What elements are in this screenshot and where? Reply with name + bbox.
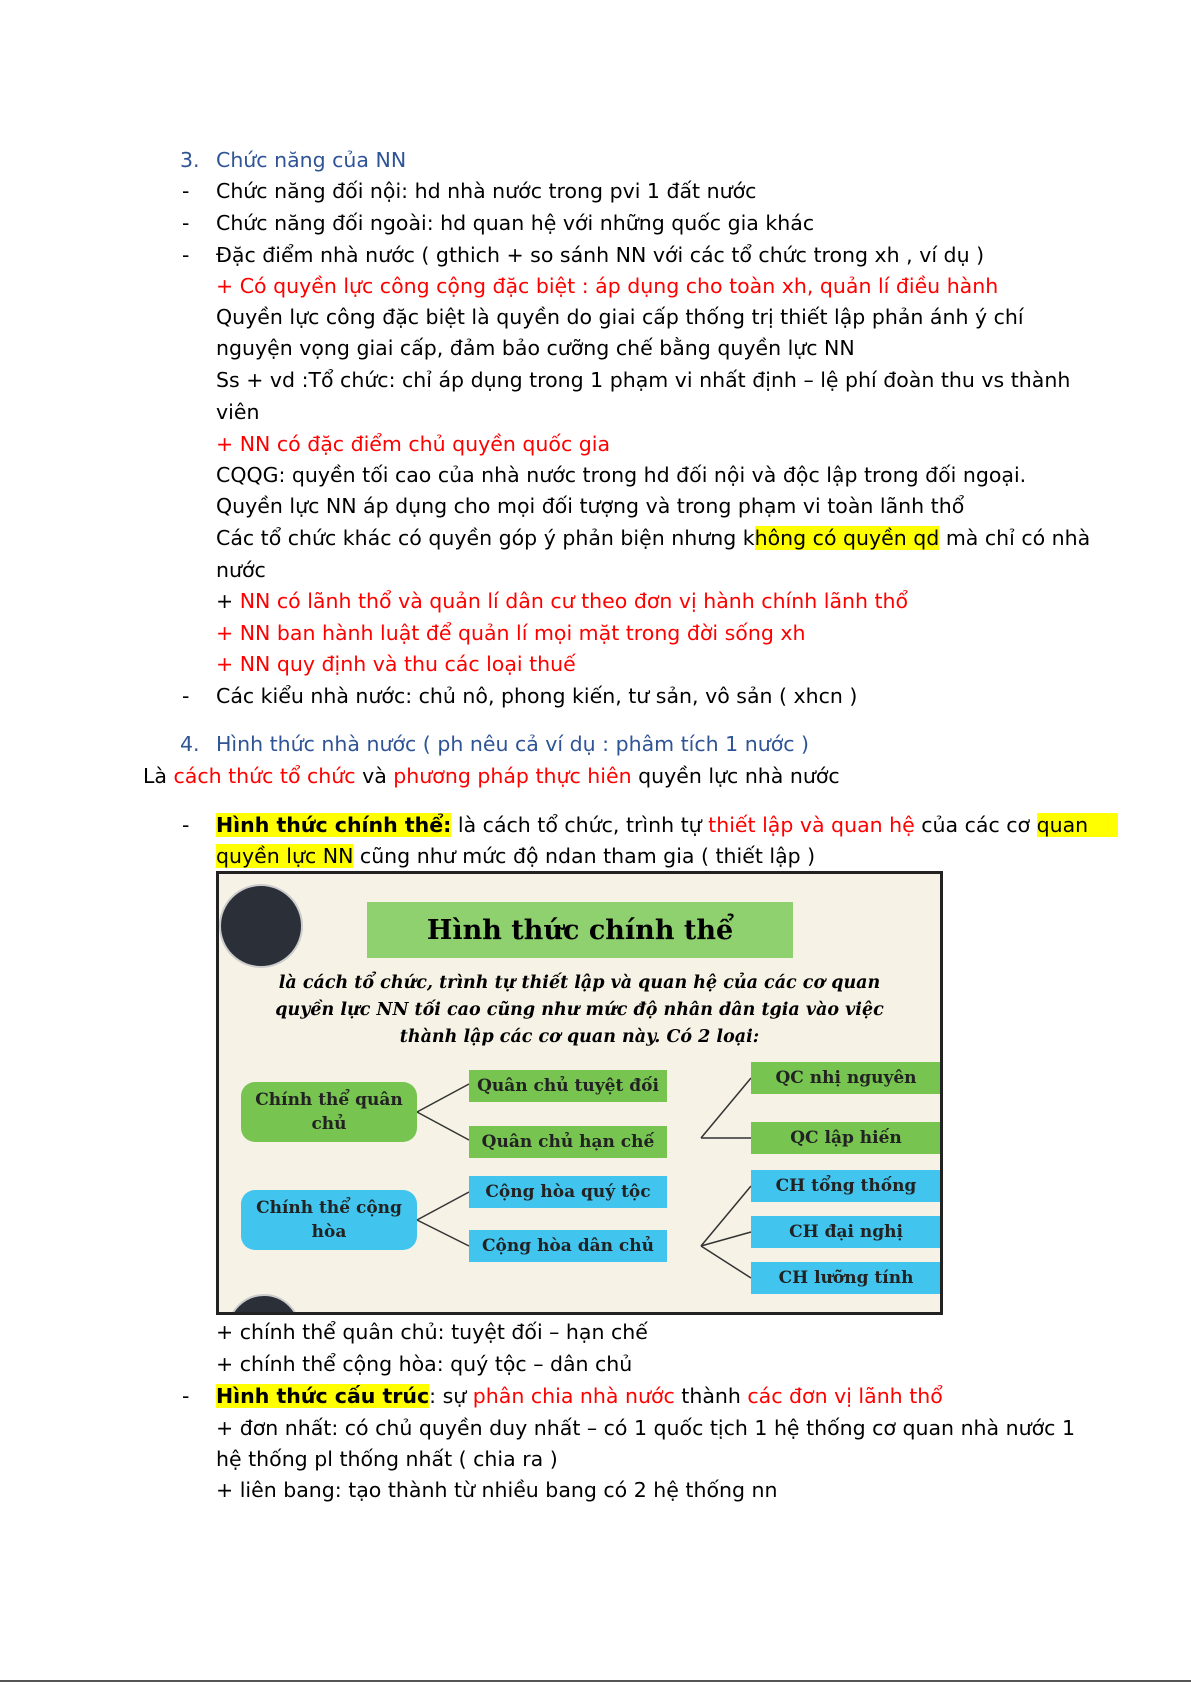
feature-public-power-line4: viên <box>216 400 260 424</box>
text-run-red: phương pháp thực hiên <box>393 764 632 788</box>
section4-definition <box>143 764 840 788</box>
text-run-red: NN có lãnh thổ và quản lí dân cư theo đơn vị hành chính lãnh thổ <box>239 589 909 613</box>
bullet-form-of-government-line2 <box>216 844 815 868</box>
slide-text-line: quyền lực NN tối cao cũng như mức độ nhân dân tgia vào việc <box>275 1000 884 1020</box>
text-run: quyền lực nhà nước <box>631 764 840 788</box>
text-run: và <box>355 764 394 788</box>
box-absolute-monarchy: Quân chủ tuyệt đối <box>469 1070 667 1102</box>
page-edge-divider <box>0 1680 1191 1682</box>
section4-number: 4. <box>180 732 200 756</box>
connector-line <box>417 1220 469 1246</box>
feature-sovereignty-line4: nước <box>216 558 266 582</box>
feature-sovereignty-line3 <box>216 526 1090 550</box>
box-monarchy: Chính thể quân chủ <box>241 1082 417 1142</box>
box-republic: Chính thể cộng hòa <box>241 1190 417 1250</box>
box-dualist-monarchy: QC nhị nguyên <box>751 1062 941 1094</box>
connector-line <box>701 1232 751 1246</box>
text-run: : sự <box>429 1384 473 1408</box>
feature-taxes: + NN quy định và thu các loại thuế <box>216 652 576 676</box>
feature-sovereignty-line2: Quyền lực NN áp dụng cho mọi đối tượng và trong phạm vi toàn lãnh thổ <box>216 494 965 518</box>
slide-text-line: thành lập các cơ quan này. Có 2 loại: <box>399 1027 760 1047</box>
box-presidential-republic: CH tổng thống <box>751 1170 941 1202</box>
feature-laws: + NN ban hành luật để quản lí mọi mặt trong đời sống xh <box>216 621 806 645</box>
feature-public-power-line3: Ss + vd :Tổ chức: chỉ áp dụng trong 1 phạm vi nhất định – lệ phí đoàn thu vs thành <box>216 368 1071 392</box>
text-run: Các tổ chức khác có quyền góp ý phản biện nhưng k <box>216 526 755 550</box>
slide-title: Hình thức chính thể <box>367 902 793 958</box>
box-aristocratic-republic: Cộng hòa quý tộc <box>469 1176 667 1208</box>
section3-number: 3. <box>180 148 200 172</box>
bullet-dash: - <box>182 1384 190 1408</box>
section4-heading: Hình thức nhà nước ( ph nêu cả ví dụ : phâm tích 1 nước ) <box>216 732 810 756</box>
bullet-state-structure <box>216 1384 943 1408</box>
feature-public-power-line2: nguyện vọng giai cấp, đảm bảo cưỡng chế bằng quyền lực NN <box>216 336 855 360</box>
bullet-dash: - <box>182 813 190 837</box>
text-run: thành <box>674 1384 748 1408</box>
label-state-structure: Hình thức cấu trúc <box>216 1384 430 1408</box>
note-republic: + chính thể cộng hòa: quý tộc – dân chủ <box>216 1352 633 1376</box>
bullet-state-features: Đặc điểm nhà nước ( gthich + so sánh NN với các tổ chức trong xh , ví dụ ) <box>216 243 985 267</box>
highlight-text: quan <box>1037 813 1119 837</box>
connector-line <box>417 1192 469 1220</box>
bullet-dash: - <box>182 243 190 267</box>
text-run-red: cách thức tổ chức <box>173 764 356 788</box>
bullet-state-types: Các kiểu nhà nước: chủ nô, phong kiến, tư sản, vô sản ( xhcn ) <box>216 684 858 708</box>
feature-public-power: + Có quyền lực công cộng đặc biệt : áp dụng cho toàn xh, quản lí điều hành <box>216 274 999 298</box>
section3-heading: Chức năng của NN <box>216 148 407 172</box>
box-constitutional-monarchy: QC lập hiến <box>751 1122 941 1154</box>
label-form-of-government: Hình thức chính thể: <box>216 813 452 837</box>
bullet-dash: - <box>182 211 190 235</box>
note-unitary-line1: + đơn nhất: có chủ quyền duy nhất – có 1 quốc tịch 1 hệ thống cơ quan nhà nước 1 <box>216 1416 1075 1440</box>
bullet-form-of-government <box>216 813 1118 837</box>
note-unitary-line2: hệ thống pl thống nhất ( chia ra ) <box>216 1447 558 1471</box>
connector-line <box>701 1078 751 1138</box>
highlight-text: quyền lực NN <box>216 844 354 868</box>
bullet-dash: - <box>182 684 190 708</box>
text-run-red: thiết lập và quan hệ <box>708 813 915 837</box>
text-run: mà chỉ có nhà <box>939 526 1091 550</box>
text-run: cũng như mức độ ndan tham gia ( thiết lập ) <box>353 844 816 868</box>
bullet-dash: - <box>182 179 190 203</box>
feature-public-power-line1: Quyền lực công đặc biệt là quyền do giai cấp thống trị thiết lập phản ánh ý chí <box>216 305 1024 329</box>
connector-line <box>701 1246 751 1278</box>
box-semi-presidential-republic: CH lưỡng tính <box>751 1262 941 1294</box>
feature-sovereignty: + NN có đặc điểm chủ quyền quốc gia <box>216 432 611 456</box>
feature-territory <box>216 589 908 613</box>
text-run: của các cơ <box>914 813 1037 837</box>
box-limited-monarchy: Quân chủ hạn chế <box>469 1126 667 1158</box>
bullet-internal-function: Chức năng đối nội: hd nhà nước trong pvi 1 đất nước <box>216 179 757 203</box>
slide-image-form-of-government <box>216 871 943 1315</box>
note-monarchy: + chính thể quân chủ: tuyệt đối – hạn chế <box>216 1320 648 1344</box>
connector-line <box>701 1186 751 1246</box>
text-run-red: các đơn vị lãnh thổ <box>747 1384 943 1408</box>
feature-sovereignty-line1: CQQG: quyền tối cao của nhà nước trong hd đối nội và độc lập trong đối ngoại. <box>216 463 1027 487</box>
connector-line <box>417 1112 469 1140</box>
text-run: Là <box>143 764 174 788</box>
bullet-external-function: Chức năng đối ngoài: hd quan hệ với những quốc gia khác <box>216 211 815 235</box>
text-run-red: phân chia nhà nước <box>472 1384 675 1408</box>
slide-text-line: là cách tổ chức, trình tự thiết lập và quan hệ của các cơ quan <box>278 973 881 993</box>
box-parliamentary-republic: CH đại nghị <box>751 1216 941 1248</box>
text-run: + <box>216 589 240 613</box>
highlight-no-decision-power: hông có quyền qd <box>754 526 940 550</box>
connector-line <box>417 1084 469 1112</box>
box-democratic-republic: Cộng hòa dân chủ <box>469 1230 667 1262</box>
text-run: là cách tổ chức, trình tự <box>451 813 709 837</box>
note-federal: + liên bang: tạo thành từ nhiều bang có 2 hệ thống nn <box>216 1478 778 1502</box>
